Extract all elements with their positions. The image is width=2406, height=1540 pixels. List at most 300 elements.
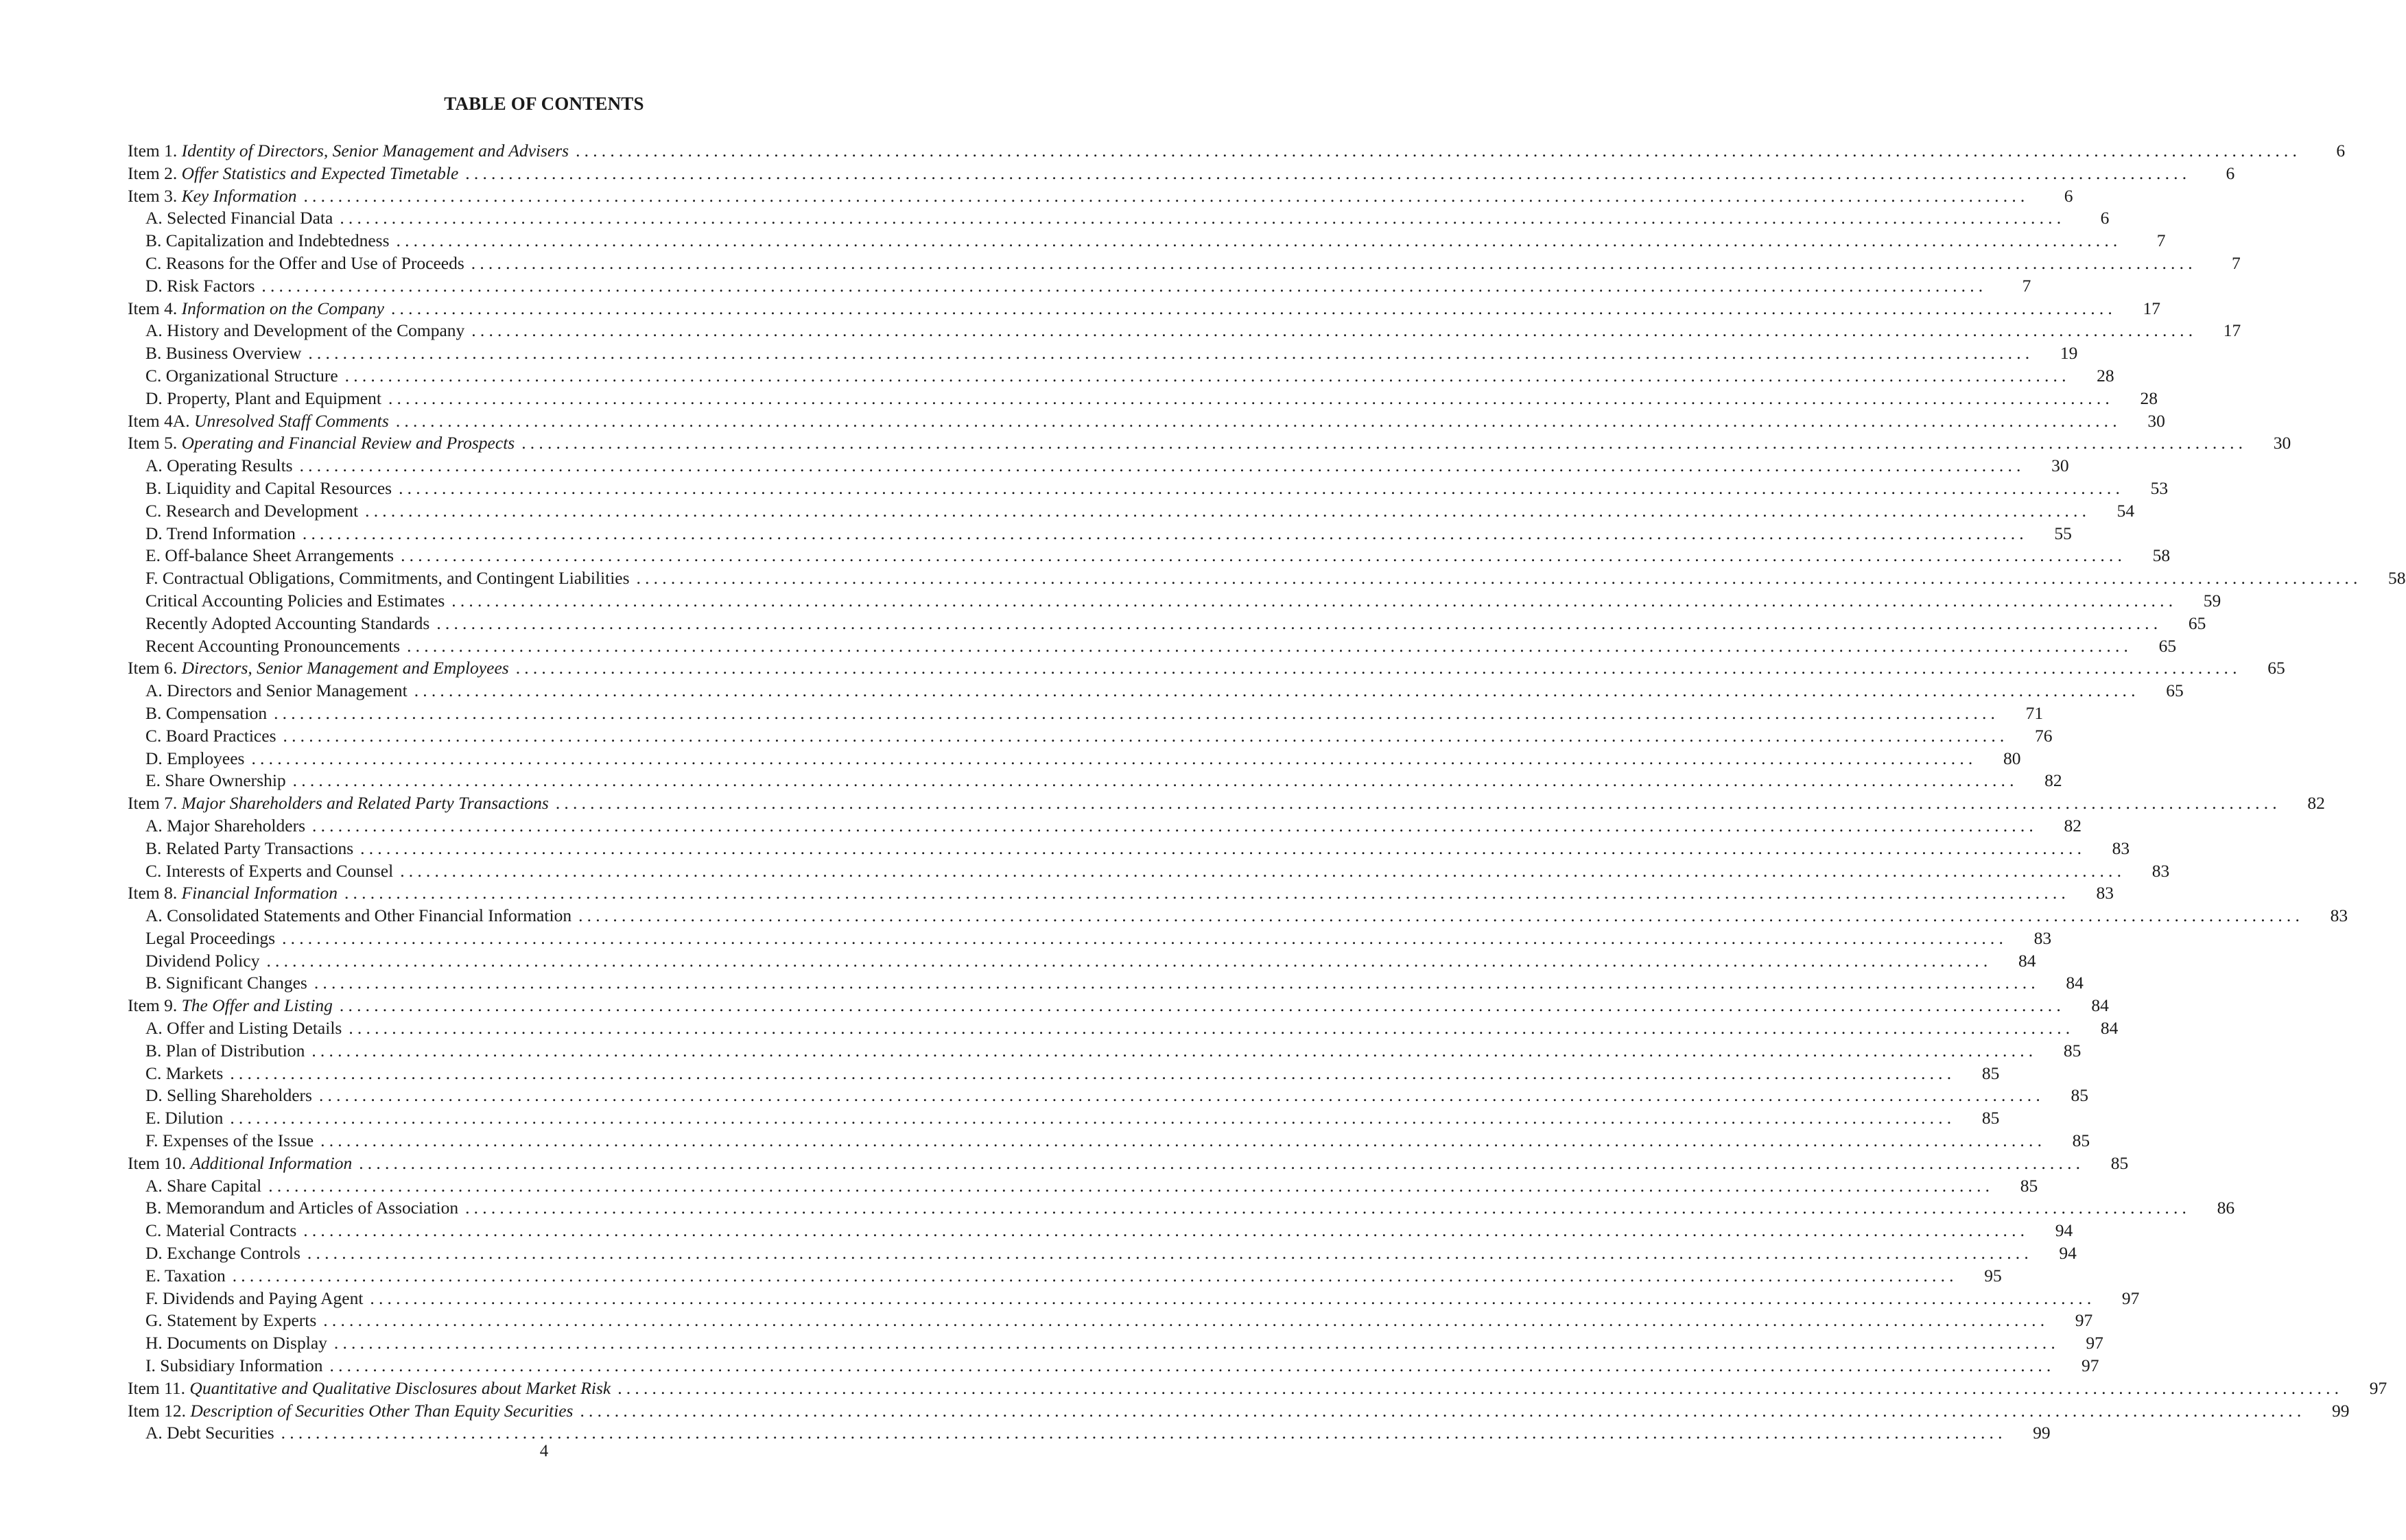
toc-entry-prefix: Item 12.: [128, 1400, 186, 1421]
toc-entry-label: [145, 500, 358, 523]
toc-entry-prefix: I. Subsidiary Information: [145, 1355, 323, 1376]
dot-leader: ........................................................................................................................................................................................................: [370, 1288, 2096, 1308]
toc-subentry[interactable]: [128, 365, 2114, 388]
toc-subentry[interactable]: [128, 927, 2052, 950]
toc-subentry[interactable]: [128, 680, 2184, 702]
toc-page-number: 7: [2156, 230, 2166, 251]
dot-leader: ........................................................................................................................................................................................................: [314, 973, 2040, 993]
dot-leader: ........................................................................................................................................................................................................: [349, 1018, 2075, 1039]
dot-leader: ........................................................................................................................................................................................................: [230, 1108, 1956, 1128]
toc-subentry[interactable]: [128, 500, 2135, 523]
toc-entry-prefix: Item 9.: [128, 995, 178, 1016]
toc-entry-label: [128, 1400, 573, 1423]
toc-entry-label: [145, 365, 338, 388]
toc-entry[interactable]: [128, 1400, 2350, 1423]
dot-leader: ........................................................................................................................................................................................................: [230, 1063, 1956, 1083]
toc-entry-label: [145, 388, 381, 410]
toc-entry-prefix: A. Directors and Senior Management: [145, 680, 408, 701]
toc-subentry[interactable]: [128, 770, 2062, 792]
toc-entry-prefix: D. Selling Shareholders: [145, 1085, 312, 1106]
toc-subentry[interactable]: [128, 1220, 2073, 1242]
dot-leader: ........................................................................................................................................................................................................: [359, 1152, 2085, 1173]
toc-entry-label: [145, 725, 276, 748]
toc-entry-prefix: Item 7.: [128, 793, 178, 814]
toc-entry-prefix: Item 3.: [128, 185, 178, 206]
toc-subentry[interactable]: [128, 1242, 2077, 1265]
toc-entry-prefix: B. Liquidity and Capital Resources: [145, 477, 392, 498]
toc-entry-label: [145, 702, 267, 725]
toc-entry-label: [128, 298, 384, 320]
toc-entry-label: [128, 432, 515, 455]
toc-entry-prefix: Dividend Policy: [145, 950, 260, 971]
toc-entry-label: [128, 185, 296, 208]
toc-subentry[interactable]: [128, 1332, 2103, 1355]
toc-entry-prefix: Item 5.: [128, 433, 178, 453]
toc-entry-title: Operating and Financial Review and Prospects: [181, 433, 515, 453]
dot-leader: ........................................................................................................................................................................................................: [299, 455, 2025, 476]
toc-subentry[interactable]: [128, 523, 2072, 545]
dot-leader: ........................................................................................................................................................................................................: [436, 613, 2162, 633]
toc-page-number: 30: [2273, 433, 2291, 453]
toc-page-number: 59: [2203, 590, 2221, 611]
toc-subentry[interactable]: [128, 275, 2031, 298]
toc-entry-prefix: Item 4A.: [128, 410, 190, 431]
dot-leader: ........................................................................................................................................................................................................: [251, 748, 1977, 768]
toc-page-number: 83: [2096, 883, 2114, 903]
toc-page-number: 83: [2033, 927, 2052, 948]
page-title: TABLE OF CONTENTS: [444, 93, 644, 114]
dot-leader: ........................................................................................................................................................................................................: [292, 770, 2018, 791]
dot-leader: ........................................................................................................................................................................................................: [302, 523, 2028, 543]
toc-entry-label: [145, 545, 394, 567]
toc-entry-label: [145, 590, 445, 613]
toc-entry-label: [128, 882, 338, 905]
toc-entry-label: [145, 770, 286, 792]
toc-page-number: 6: [2064, 185, 2073, 206]
toc-subentry[interactable]: [128, 545, 2171, 567]
dot-leader: ........................................................................................................................................................................................................: [465, 163, 2191, 183]
toc-page-number: 84: [2091, 995, 2109, 1016]
toc-page-number: 94: [2059, 1243, 2077, 1264]
toc-page-number: 7: [2232, 252, 2241, 273]
toc-entry-prefix: A. Operating Results: [145, 455, 293, 476]
toc-subentry[interactable]: [128, 1265, 2002, 1288]
toc-page-number: 97: [2121, 1288, 2140, 1308]
toc-entry-prefix: A. Major Shareholders: [145, 815, 305, 836]
toc-entry-title: Quantitative and Qualitative Disclosures about Market Risk: [189, 1377, 611, 1398]
toc-entry[interactable]: [128, 792, 2325, 815]
toc-entry-prefix: E. Off-balance Sheet Arrangements: [145, 545, 394, 566]
toc-page-number: 30: [2147, 410, 2165, 431]
dot-leader: ........................................................................................................................................................................................................: [261, 275, 1988, 296]
toc-entry-prefix: C. Markets: [145, 1063, 224, 1083]
toc-subentry[interactable]: [128, 567, 2406, 590]
toc-entry[interactable]: [128, 432, 2291, 455]
dot-leader: ........................................................................................................................................................................................................: [576, 141, 2302, 161]
toc-entry-label: [145, 523, 296, 545]
dot-leader: ........................................................................................................................................................................................................: [365, 500, 2091, 521]
dot-leader: ........................................................................................................................................................................................................: [395, 410, 2121, 431]
toc-page-number: 7: [2022, 275, 2031, 296]
toc-subentry[interactable]: [128, 1288, 2140, 1310]
toc-entry-prefix: A. History and Development of the Company: [145, 320, 465, 341]
dot-leader: ........................................................................................................................................................................................................: [323, 1310, 2049, 1331]
toc-entry-prefix: C. Organizational Structure: [145, 365, 338, 386]
toc-page-number: 85: [2072, 1130, 2090, 1151]
toc-page-number: 85: [2110, 1152, 2129, 1173]
dot-leader: ........................................................................................................................................................................................................: [282, 927, 2008, 948]
toc-page-number: 30: [2051, 455, 2069, 476]
toc-page-number: 58: [2152, 545, 2171, 566]
toc-entry-prefix: A. Selected Financial Data: [145, 208, 333, 228]
toc-page-number: 17: [2223, 320, 2241, 341]
toc-page-number: 85: [2071, 1085, 2088, 1106]
toc-entry-label: [145, 1242, 300, 1265]
dot-leader: ........................................................................................................................................................................................................: [578, 905, 2304, 926]
toc-subentry[interactable]: [128, 635, 2177, 658]
dot-leader: ........................................................................................................................................................................................................: [521, 433, 2248, 453]
toc-page-number: 85: [2063, 1040, 2081, 1061]
toc-entry-label: [145, 680, 408, 702]
toc-entry[interactable]: [128, 657, 2285, 680]
toc-page-number: 97: [2369, 1377, 2387, 1398]
toc-subentry[interactable]: [128, 1107, 2000, 1130]
toc-page-number: 65: [2158, 635, 2177, 656]
toc-entry-prefix: Item 8.: [128, 883, 178, 903]
toc-entry-label: [145, 207, 333, 230]
toc-page-number: 84: [2018, 950, 2036, 971]
toc-entry-label: [145, 477, 392, 500]
toc-page-number: 65: [2267, 658, 2285, 678]
toc-page-number: 99: [2331, 1400, 2350, 1421]
toc-entry-label: [145, 1130, 314, 1152]
toc-page-number: 85: [2020, 1175, 2038, 1196]
toc-entry-label: [145, 1197, 458, 1220]
toc-entry-title: Offer Statistics and Expected Timetable: [181, 163, 459, 183]
dot-leader: ........................................................................................................................................................................................................: [303, 1220, 2029, 1241]
toc-entry-label: [145, 815, 305, 838]
toc-entry-prefix: Item 6.: [128, 658, 178, 678]
dot-leader: ........................................................................................................................................................................................................: [400, 860, 2126, 881]
toc-page-number: 28: [2097, 365, 2114, 386]
toc-entry-label: [145, 860, 393, 883]
toc-entry-label: [145, 1355, 323, 1377]
toc-subentry[interactable]: [128, 477, 2169, 500]
toc-entry-prefix: H. Documents on Display: [145, 1333, 327, 1353]
toc-page-number: 53: [2150, 477, 2169, 498]
toc-entry-label: [145, 613, 429, 635]
dot-leader: ........................................................................................................................................................................................................: [388, 388, 2114, 408]
toc-entry-prefix: Item 11.: [128, 1377, 186, 1398]
toc-entry-prefix: E. Dilution: [145, 1108, 224, 1128]
toc-entry-title: Major Shareholders and Related Party Transactions: [181, 793, 549, 814]
toc-page-number: 97: [2075, 1310, 2093, 1331]
toc-page-number: 84: [2066, 973, 2084, 993]
dot-leader: ........................................................................................................................................................................................................: [329, 1355, 2055, 1376]
toc-entry-prefix: C. Interests of Experts and Counsel: [145, 860, 394, 881]
toc-entry-label: [128, 1152, 352, 1175]
toc-entry-title: Directors, Senior Management and Employees: [181, 658, 509, 678]
toc-page-number: 82: [2307, 793, 2325, 814]
toc-entry-prefix: C. Reasons for the Offer and Use of Proceeds: [145, 252, 464, 273]
dot-leader: ........................................................................................................................................................................................................: [318, 1085, 2044, 1106]
dot-leader: ........................................................................................................................................................................................................: [407, 635, 2133, 656]
table-of-contents: [128, 140, 2406, 1445]
toc-entry-prefix: D. Trend Information: [145, 523, 296, 543]
toc-entry-label: [145, 342, 301, 365]
dot-leader: ........................................................................................................................................................................................................: [471, 252, 2197, 273]
dot-leader: ........................................................................................................................................................................................................: [636, 568, 2362, 589]
toc-entry-title: Financial Information: [181, 883, 338, 903]
toc-entry-label: [145, 905, 571, 927]
toc-entry-label: [145, 230, 390, 252]
toc-subentry[interactable]: [128, 207, 2110, 230]
toc-entry-prefix: Item 4.: [128, 298, 178, 318]
toc-entry-label: [145, 972, 307, 995]
toc-entry-prefix: B. Significant Changes: [145, 973, 307, 993]
toc-page-number: 6: [2336, 141, 2346, 161]
toc-entry-prefix: Recent Accounting Pronouncements: [145, 635, 401, 656]
toc-entry-label: [145, 1265, 226, 1288]
toc-entry-label: [128, 995, 333, 1017]
toc-entry-prefix: F. Expenses of the Issue: [145, 1130, 314, 1151]
toc-entry-label: [145, 455, 293, 477]
toc-subentry[interactable]: [128, 972, 2084, 995]
toc-entry-prefix: B. Capitalization and Indebtedness: [145, 230, 390, 251]
toc-page-number: 94: [2055, 1220, 2073, 1241]
dot-leader: ........................................................................................................................................................................................................: [307, 1243, 2033, 1264]
dot-leader: ........................................................................................................................................................................................................: [401, 545, 2127, 566]
toc-entry-label: [145, 927, 275, 950]
toc-entry-prefix: A. Debt Securities: [145, 1423, 274, 1443]
toc-entry-title: Unresolved Staff Comments: [194, 410, 389, 431]
toc-entry-label: [128, 657, 509, 680]
toc-entry-prefix: G. Statement by Experts: [145, 1310, 317, 1331]
toc-entry-prefix: Item 1.: [128, 141, 178, 161]
dot-leader: ........................................................................................................................................................................................................: [580, 1400, 2306, 1421]
dot-leader: ........................................................................................................................................................................................................: [360, 838, 2086, 858]
toc-entry-prefix: A. Share Capital: [145, 1175, 262, 1196]
toc-page-number: 84: [2100, 1018, 2119, 1039]
toc-subentry[interactable]: [128, 838, 2130, 860]
toc-page-number: 65: [2188, 613, 2206, 633]
dot-leader: ........................................................................................................................................................................................................: [308, 343, 2034, 364]
toc-subentry[interactable]: [128, 1310, 2093, 1332]
toc-subentry[interactable]: [128, 950, 2036, 973]
toc-subentry[interactable]: [128, 342, 2078, 365]
toc-subentry[interactable]: [128, 1130, 2090, 1152]
dot-leader: ........................................................................................................................................................................................................: [311, 1040, 2038, 1061]
dot-leader: ........................................................................................................................................................................................................: [320, 1130, 2047, 1151]
dot-leader: ........................................................................................................................................................................................................: [303, 185, 2029, 206]
toc-entry[interactable]: [128, 185, 2073, 208]
toc-entry-title: Identity of Directors, Senior Management and Advisers: [181, 141, 569, 161]
toc-subentry[interactable]: [128, 613, 2206, 635]
toc-entry[interactable]: [128, 140, 2346, 163]
page-number: 4: [539, 1442, 549, 1460]
toc-page-number: 82: [2064, 815, 2081, 836]
toc-entry-prefix: Critical Accounting Policies and Estimates: [145, 590, 445, 611]
dot-leader: ........................................................................................................................................................................................................: [344, 883, 2070, 903]
toc-subentry[interactable]: [128, 1197, 2235, 1220]
toc-page-number: 83: [2151, 860, 2170, 881]
toc-page-number: 6: [2226, 163, 2235, 183]
toc-entry-label: [145, 1288, 363, 1310]
toc-entry-label: [145, 1310, 316, 1332]
toc-entry-label: [128, 1377, 611, 1400]
toc-subentry[interactable]: [128, 702, 2044, 725]
toc-entry-prefix: Item 10.: [128, 1152, 186, 1173]
toc-entry-prefix: B. Memorandum and Articles of Association: [145, 1198, 459, 1218]
dot-leader: ........................................................................................................................................................................................................: [283, 725, 2009, 746]
toc-page-number: 71: [2025, 702, 2044, 723]
toc-entry[interactable]: [128, 882, 2114, 905]
toc-entry[interactable]: [128, 298, 2160, 320]
toc-entry-label: [128, 163, 458, 185]
toc-subentry[interactable]: [128, 1063, 2000, 1085]
toc-subentry[interactable]: [128, 1085, 2088, 1107]
toc-entry-prefix: Recently Adopted Accounting Standards: [145, 613, 430, 633]
toc-entry-title: The Offer and Listing: [181, 995, 333, 1016]
toc-page-number: 17: [2143, 298, 2160, 318]
toc-entry-prefix: F. Contractual Obligations, Commitments, and Contingent Liabilities: [145, 568, 630, 589]
toc-entry[interactable]: [128, 995, 2109, 1017]
toc-entry-label: [145, 748, 244, 770]
toc-page-number: 58: [2388, 568, 2406, 589]
toc-entry[interactable]: [128, 1152, 2129, 1175]
toc-page-number: 6: [2100, 208, 2110, 228]
toc-entry-title: Description of Securities Other Than Equity Securities: [190, 1400, 574, 1421]
toc-subentry[interactable]: [128, 725, 2053, 748]
toc-entry-prefix: B. Business Overview: [145, 343, 302, 364]
toc-subentry[interactable]: [128, 860, 2170, 883]
dot-leader: ........................................................................................................................................................................................................: [555, 793, 2281, 814]
toc-page-number: 86: [2217, 1198, 2235, 1218]
dot-leader: ........................................................................................................................................................................................................: [339, 995, 2065, 1016]
toc-subentry[interactable]: [128, 320, 2241, 342]
toc-subentry[interactable]: [128, 748, 2021, 770]
toc-entry-label: [145, 838, 353, 860]
toc-entry-prefix: Legal Proceedings: [145, 927, 276, 948]
toc-page-number: 19: [2060, 343, 2078, 364]
toc-subentry[interactable]: [128, 815, 2081, 838]
toc-entry-label: [128, 410, 389, 433]
toc-entry[interactable]: [128, 410, 2165, 433]
toc-entry-prefix: C. Research and Development: [145, 500, 359, 521]
toc-page-number: 99: [2033, 1423, 2051, 1443]
toc-page-number: 83: [2330, 905, 2348, 926]
toc-entry-label: [145, 320, 464, 342]
toc-page-number: 54: [2116, 500, 2135, 521]
dot-leader: ........................................................................................................................................................................................................: [333, 1333, 2060, 1353]
toc-entry-prefix: E. Taxation: [145, 1265, 226, 1286]
toc-entry-prefix: C. Material Contracts: [145, 1220, 297, 1241]
toc-subentry[interactable]: [128, 1355, 2099, 1377]
toc-entry-prefix: A. Offer and Listing Details: [145, 1018, 342, 1039]
toc-page-number: 65: [2166, 680, 2184, 701]
toc-entry-prefix: F. Dividends and Paying Agent: [145, 1288, 364, 1308]
toc-page-number: 95: [1984, 1265, 2002, 1286]
toc-page-number: 85: [1981, 1063, 2000, 1083]
dot-leader: ........................................................................................................................................................................................................: [471, 320, 2197, 341]
toc-entry-label: [145, 1175, 261, 1198]
toc-subentry[interactable]: [128, 388, 2158, 410]
toc-subentry[interactable]: [128, 1017, 2119, 1040]
toc-entry-prefix: D. Risk Factors: [145, 275, 255, 296]
dot-leader: ........................................................................................................................................................................................................: [266, 950, 1992, 971]
toc-entry-prefix: D. Exchange Controls: [145, 1243, 300, 1264]
toc-page-number: 97: [2086, 1333, 2103, 1353]
toc-entry-label: [145, 950, 259, 973]
toc-subentry[interactable]: [128, 252, 2241, 275]
toc-entry-prefix: B. Related Party Transactions: [145, 838, 354, 858]
dot-leader: ........................................................................................................................................................................................................: [465, 1198, 2191, 1218]
dot-leader: ........................................................................................................................................................................................................: [399, 477, 2125, 498]
toc-subentry[interactable]: [128, 230, 2166, 252]
toc-subentry[interactable]: [128, 1175, 2038, 1198]
toc-entry-title: Key Information: [181, 185, 297, 206]
toc-page-number: 97: [2081, 1355, 2099, 1376]
dot-leader: ........................................................................................................................................................................................................: [390, 298, 2116, 318]
toc-entry-label: [145, 1332, 327, 1355]
toc-entry-label: [128, 792, 549, 815]
toc-entry-title: Information on the Company: [181, 298, 384, 318]
toc-subentry[interactable]: [128, 905, 2348, 927]
toc-entry-label: [145, 275, 255, 298]
toc-entry-prefix: D. Employees: [145, 748, 245, 768]
toc-entry-label: [145, 1220, 296, 1242]
toc-entry-label: [145, 1107, 223, 1130]
toc-entry-label: [145, 1017, 342, 1040]
dot-leader: ........................................................................................................................................................................................................: [344, 365, 2071, 386]
toc-subentry[interactable]: [128, 1040, 2081, 1063]
toc-entry-title: Additional Information: [190, 1152, 353, 1173]
dot-leader: ........................................................................................................................................................................................................: [451, 590, 2178, 611]
toc-entry-prefix: Item 2.: [128, 163, 178, 183]
dot-leader: ........................................................................................................................................................................................................: [515, 658, 2241, 678]
dot-leader: ........................................................................................................................................................................................................: [281, 1423, 2007, 1443]
dot-leader: ........................................................................................................................................................................................................: [268, 1175, 1994, 1196]
toc-entry-label: [145, 1040, 305, 1063]
toc-page-number: 80: [2003, 748, 2021, 768]
toc-subentry[interactable]: [128, 455, 2069, 477]
toc-entry-prefix: B. Plan of Distribution: [145, 1040, 305, 1061]
dot-leader: ........................................................................................................................................................................................................: [312, 815, 2038, 836]
toc-entry-label: [145, 1063, 223, 1085]
dot-leader: ........................................................................................................................................................................................................: [340, 208, 2066, 228]
toc-page-number: 76: [2035, 725, 2053, 746]
dot-leader: ........................................................................................................................................................................................................: [396, 230, 2122, 251]
toc-page-number: 83: [2112, 838, 2130, 858]
toc-entry[interactable]: [128, 163, 2235, 185]
toc-entry[interactable]: [128, 1377, 2387, 1400]
toc-entry-label: [145, 252, 464, 275]
toc-page-number: 55: [2054, 523, 2072, 543]
toc-entry-label: [145, 567, 630, 590]
toc-entry-label: [145, 1085, 312, 1107]
toc-subentry[interactable]: [128, 590, 2221, 613]
toc-entry-prefix: D. Property, Plant and Equipment: [145, 388, 381, 408]
toc-entry-prefix: E. Share Ownership: [145, 770, 286, 791]
dot-leader: ........................................................................................................................................................................................................: [274, 702, 2000, 723]
toc-entry-prefix: A. Consolidated Statements and Other Financial Information: [145, 905, 572, 926]
toc-entry-label: [128, 140, 569, 163]
toc-page-number: 28: [2140, 388, 2158, 408]
toc-entry-prefix: C. Board Practices: [145, 725, 276, 746]
dot-leader: ........................................................................................................................................................................................................: [414, 680, 2140, 701]
toc-page-number: 85: [1981, 1108, 2000, 1128]
toc-entry-prefix: B. Compensation: [145, 702, 268, 723]
